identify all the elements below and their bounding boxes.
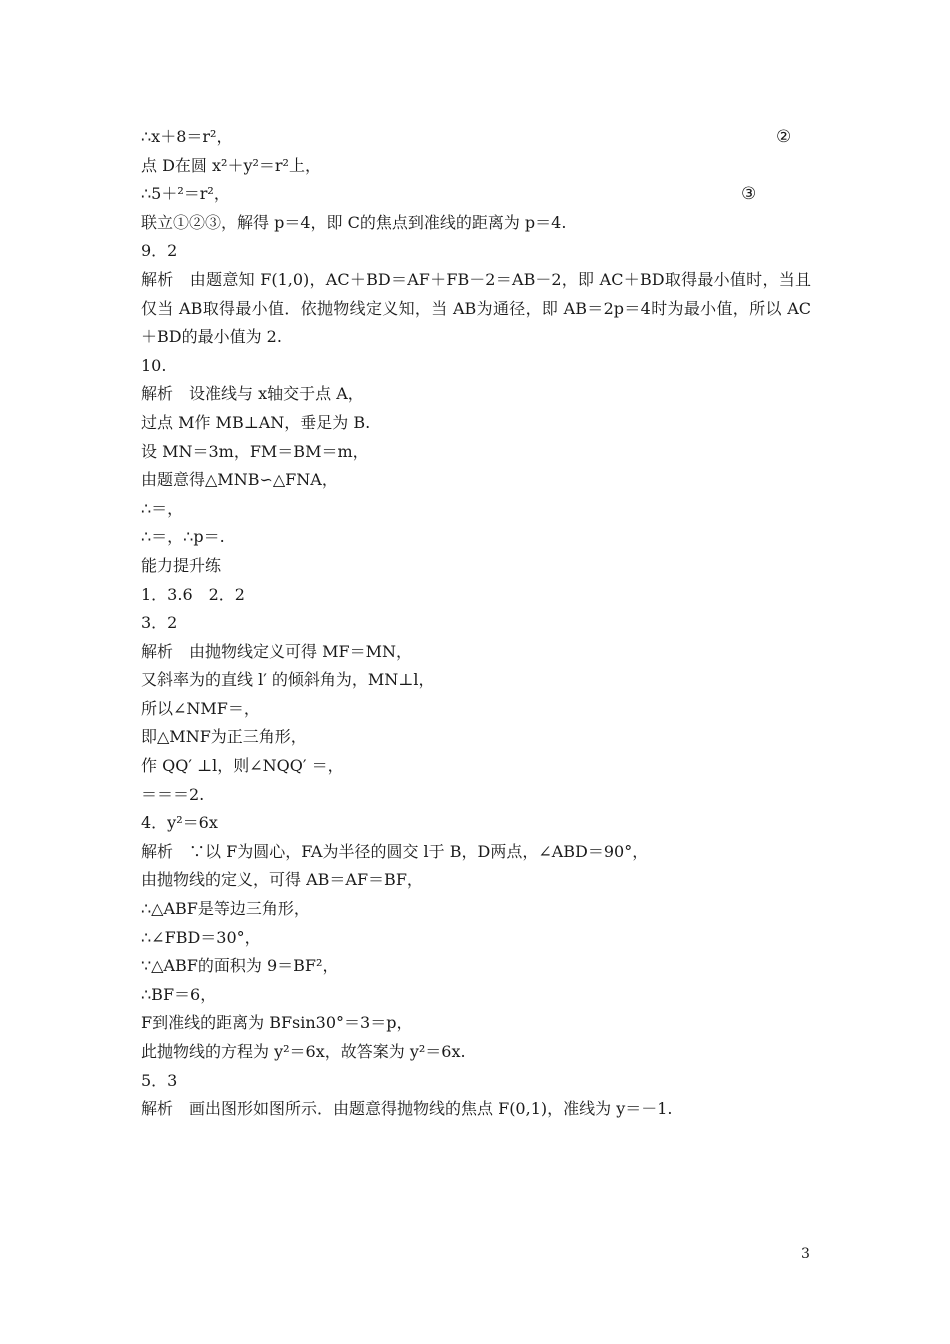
text-line: 过点 M作 MB⊥AN，垂足为 B. xyxy=(141,412,371,432)
text-line: 解析 ∵以 F为圆心，FA为半径的圆交 l于 B，D两点，∠ABD＝90°， xyxy=(141,841,649,861)
answer-heading: 3．2 xyxy=(141,613,178,633)
text-line: ∵△ABF的面积为 9＝BF²， xyxy=(141,956,339,976)
text-line: ∴＝， xyxy=(141,498,184,518)
text-line: 作 QQ′ ⊥l，则∠NQQ′ ＝， xyxy=(141,756,344,776)
analysis-paragraph: 解析 由题意知 F(1,0)，AC＋BD＝AF＋FB－2＝AB－2，即 AC＋BD取得最小值时，当且仅当 AB取得最小值．依抛物线定义知，当 AB为通径，即 AB＝2p＝4时为最小值，所以 AC＋BD的最小值为 2. xyxy=(141,269,811,347)
text-line: 此抛物线的方程为 y²＝6x，故答案为 y²＝6x. xyxy=(141,1042,466,1061)
answer-heading: 10. xyxy=(141,355,167,375)
text-line: 设 MN＝3m，FM＝BM＝m， xyxy=(141,441,369,461)
text-line: ∴△ABF是等边三角形， xyxy=(141,899,310,919)
text-line: 即△MNF为正三角形， xyxy=(141,727,307,747)
text-line: 由抛物线的定义，可得 AB＝AF＝BF， xyxy=(141,870,423,890)
text-line: ∴＝，∴p＝. xyxy=(141,527,225,547)
answer-heading: 9．2 xyxy=(141,241,178,261)
text-line: 所以∠NMF＝， xyxy=(141,698,260,718)
answer-heading: 4．y²＝6x xyxy=(141,813,218,833)
text-line: 联立①②③，解得 p＝4，即 C的焦点到准线的距离为 p＝4. xyxy=(141,212,567,232)
text-line: ＝＝＝2. xyxy=(141,784,205,804)
answer-heading: 1．3.6 2．2 xyxy=(141,584,245,604)
answer-heading: 5．3 xyxy=(141,1070,178,1090)
text-line: ∴BF＝6， xyxy=(141,984,217,1004)
text-line: ∴x＋8＝r²， ② xyxy=(141,123,811,152)
text-line: ∴∠FBD＝30°， xyxy=(141,927,261,947)
equation-marker-3: ③ xyxy=(741,184,757,205)
text-line: 点 D在圆 x²＋y²＝r²上， xyxy=(141,155,321,175)
text-line: 解析 画出图形如图所示．由题意得抛物线的焦点 F(0,1)，准线为 y＝－1. xyxy=(141,1099,673,1119)
text-line: F到准线的距离为 BFsin30°＝3＝p， xyxy=(141,1013,413,1033)
page-number: 3 xyxy=(801,1246,810,1262)
equation-marker-2: ② xyxy=(776,127,792,147)
text-line: 又斜率为的直线 l′ 的倾斜角为，MN⊥l， xyxy=(141,670,435,690)
section-heading: 能力提升练 xyxy=(141,555,222,575)
solution-text xyxy=(141,123,811,1124)
text-line: 解析 由抛物线定义可得 MF＝MN， xyxy=(141,641,412,661)
text-line: 由题意得△MNB∽△FNA， xyxy=(141,470,338,490)
text-line: 解析 设准线与 x轴交于点 A， xyxy=(141,384,364,404)
text-line: ∴5＋²＝r²， ③ xyxy=(141,180,811,209)
